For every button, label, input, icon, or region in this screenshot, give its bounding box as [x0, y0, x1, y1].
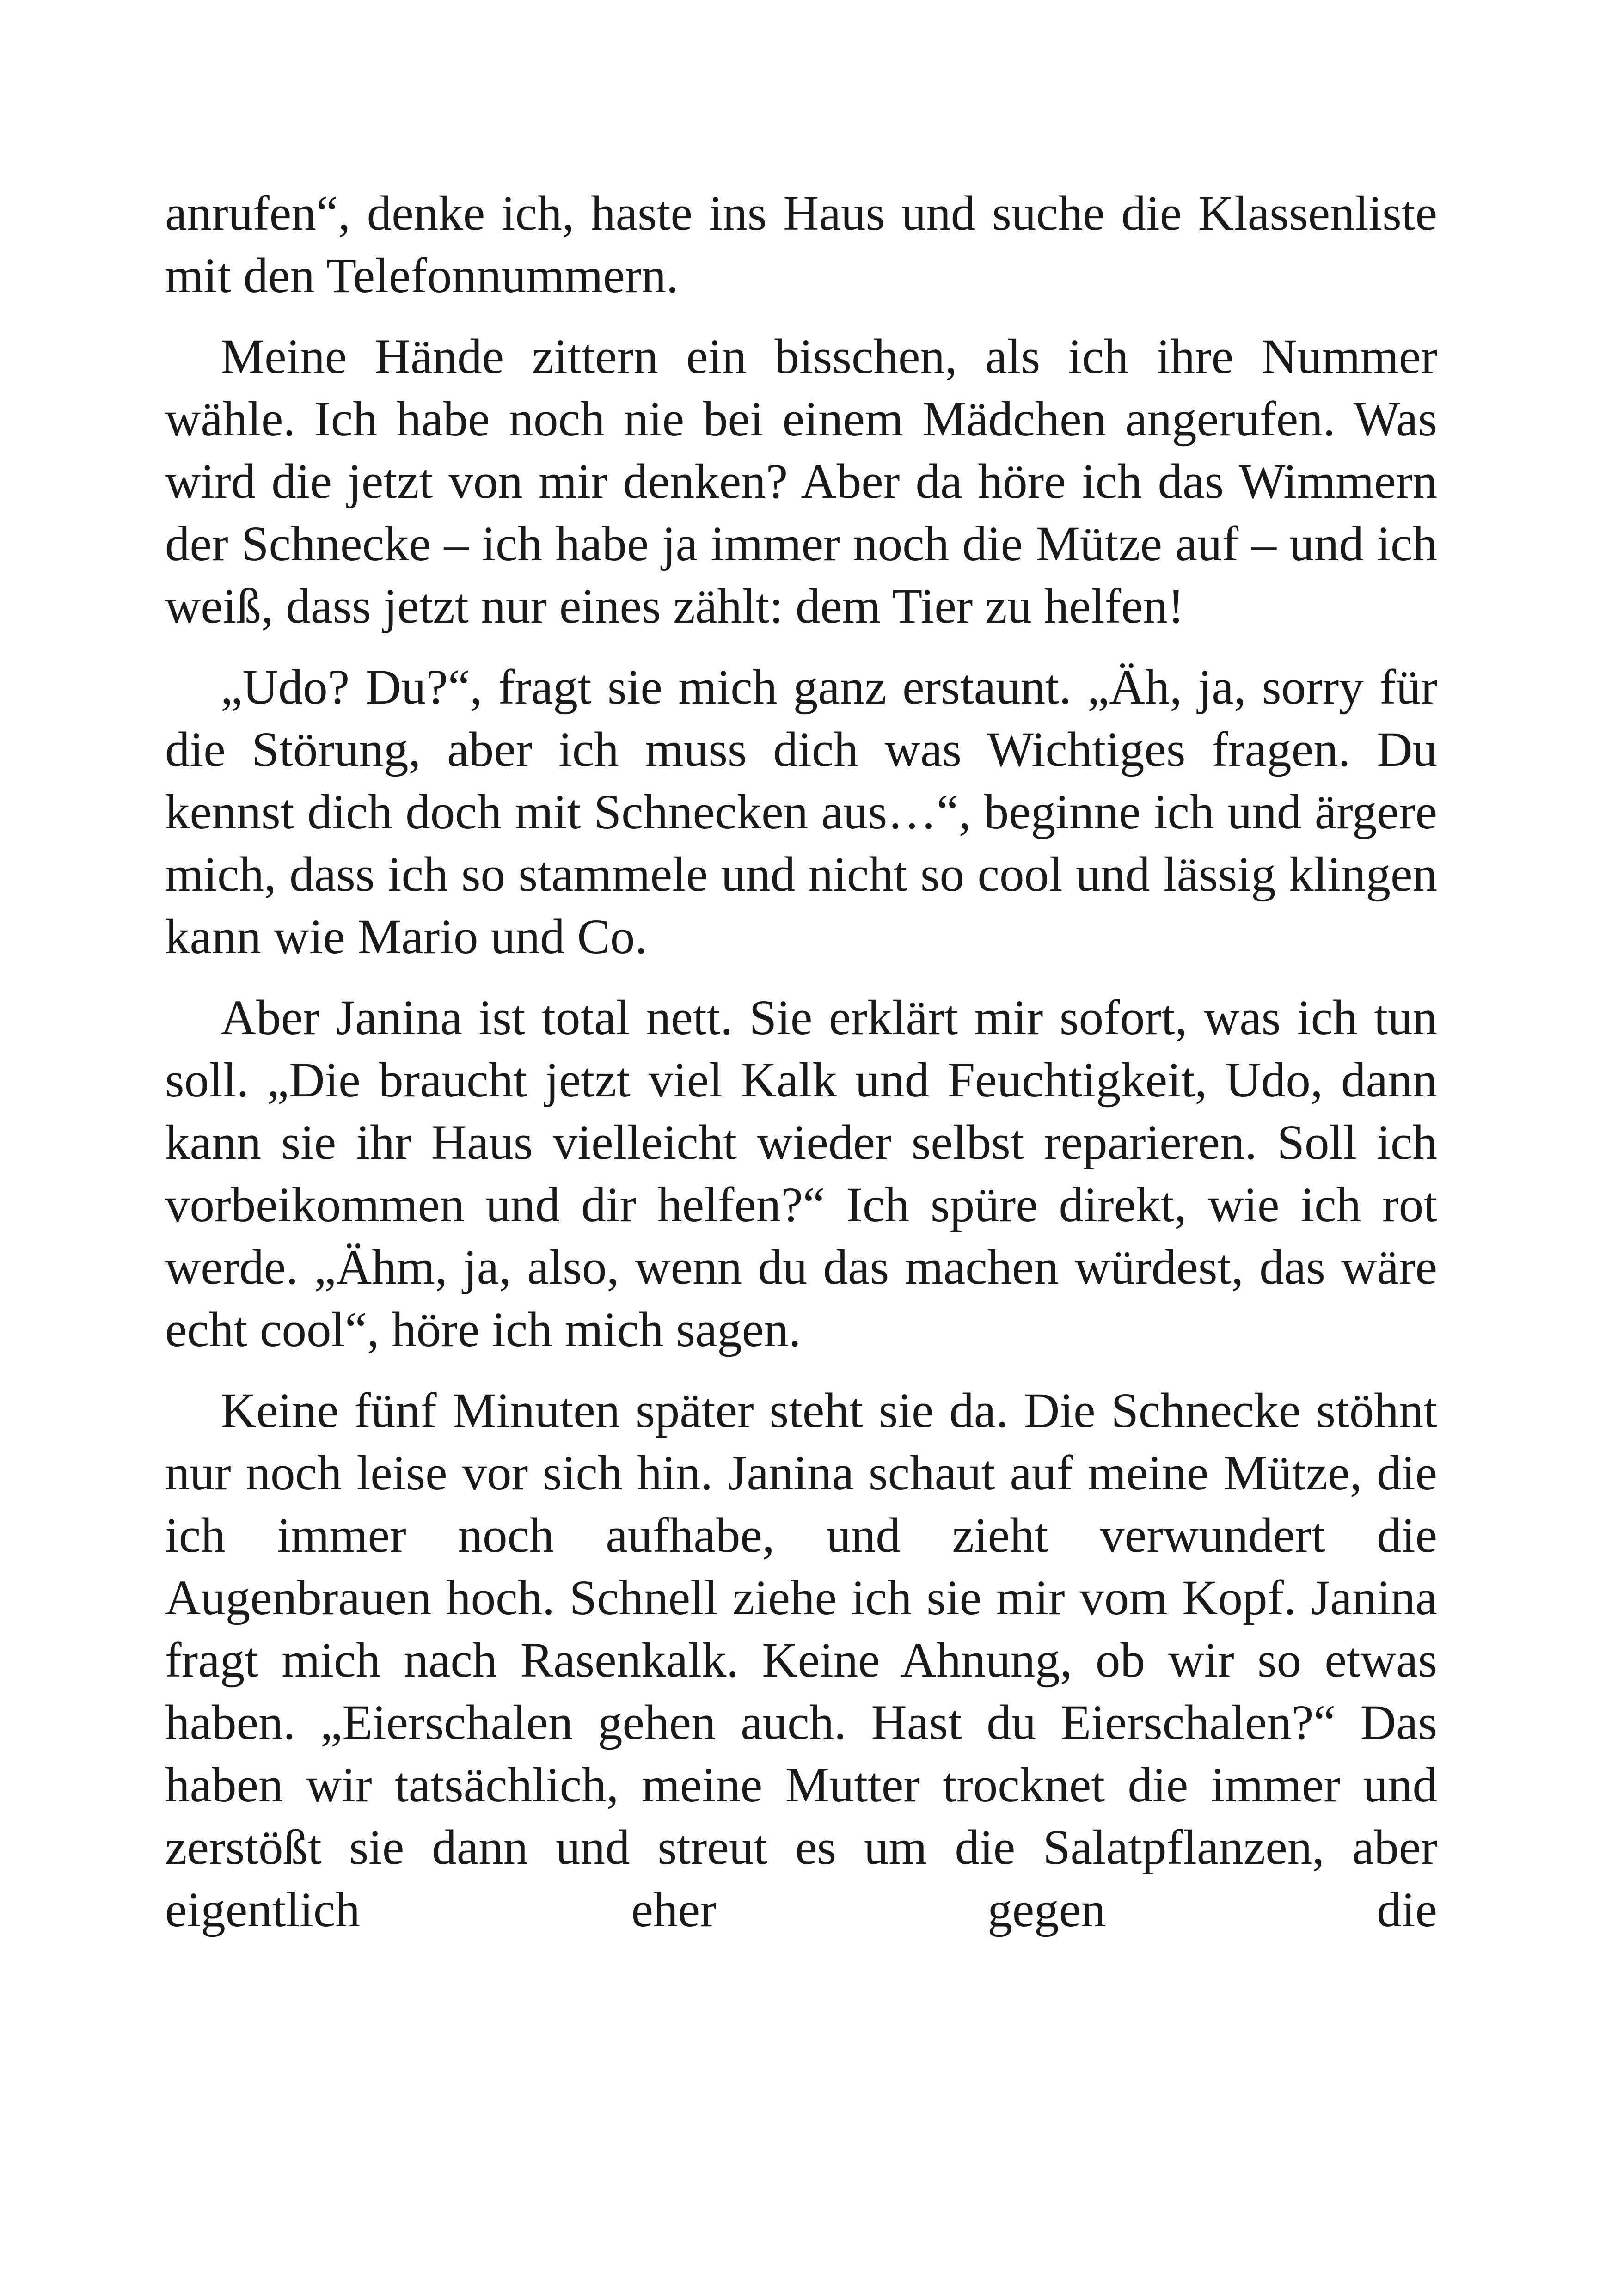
- paragraph-1: anrufen“, denke ich, haste ins Haus und suche die Klassenliste mit den Telefonnummern.: [165, 186, 1437, 303]
- paragraph-5: Keine fünf Minuten später steht sie da. Die Schnecke stöhnt nur noch leise vor sich hin. Janina schaut auf meine Mütze, die ich immer noch aufhabe, und zieht verwundert die Augenbrauen hoch. Schnell ziehe ich sie mir vom Kopf. Janina fragt mich nach Rasenkalk. Keine Ahnung, ob wir so etwas haben. „Eierschalen gehen auch. Hast du Eierschalen?“ Das haben wir tatsächlich, meine Mutter trocknet die immer und zerstößt sie dann und streut es um die Salatpflanzen, aber eigentlich eher gegen die: [165, 1384, 1437, 1937]
- paragraph-4: Aber Janina ist total nett. Sie erklärt mir sofort, was ich tun soll. „Die braucht jetzt viel Kalk und Feuchtigkeit, Udo, dann kann sie ihr Haus vielleicht wieder selbst reparieren. Soll ich vorbeikommen und dir helfen?“ Ich spüre direkt, wie ich rot werde. „Ähm, ja, also, wenn du das machen würdest, das wäre echt cool“, höre ich mich sagen.: [165, 991, 1437, 1357]
- body-text: [165, 183, 1437, 1941]
- paragraph-3: „Udo? Du?“, fragt sie mich ganz erstaunt. „Äh, ja, sorry für die Störung, aber ich muss dich was Wichtiges fragen. Du kennst dich doch mit Schnecken aus…“, beginne ich und ärgere mich, dass ich so stammele und nicht so cool und lässig klingen kann wie Mario und Co.: [165, 660, 1437, 964]
- paragraph-2: Meine Hände zittern ein bisschen, als ich ihre Nummer wähle. Ich habe noch nie bei einem Mädchen angerufen. Was wird die jetzt von mir denken? Aber da höre ich das Wimmern der Schnecke – ich habe ja immer noch die Mütze auf – und ich weiß, dass jetzt nur eines zählt: dem Tier zu helfen!: [165, 330, 1437, 634]
